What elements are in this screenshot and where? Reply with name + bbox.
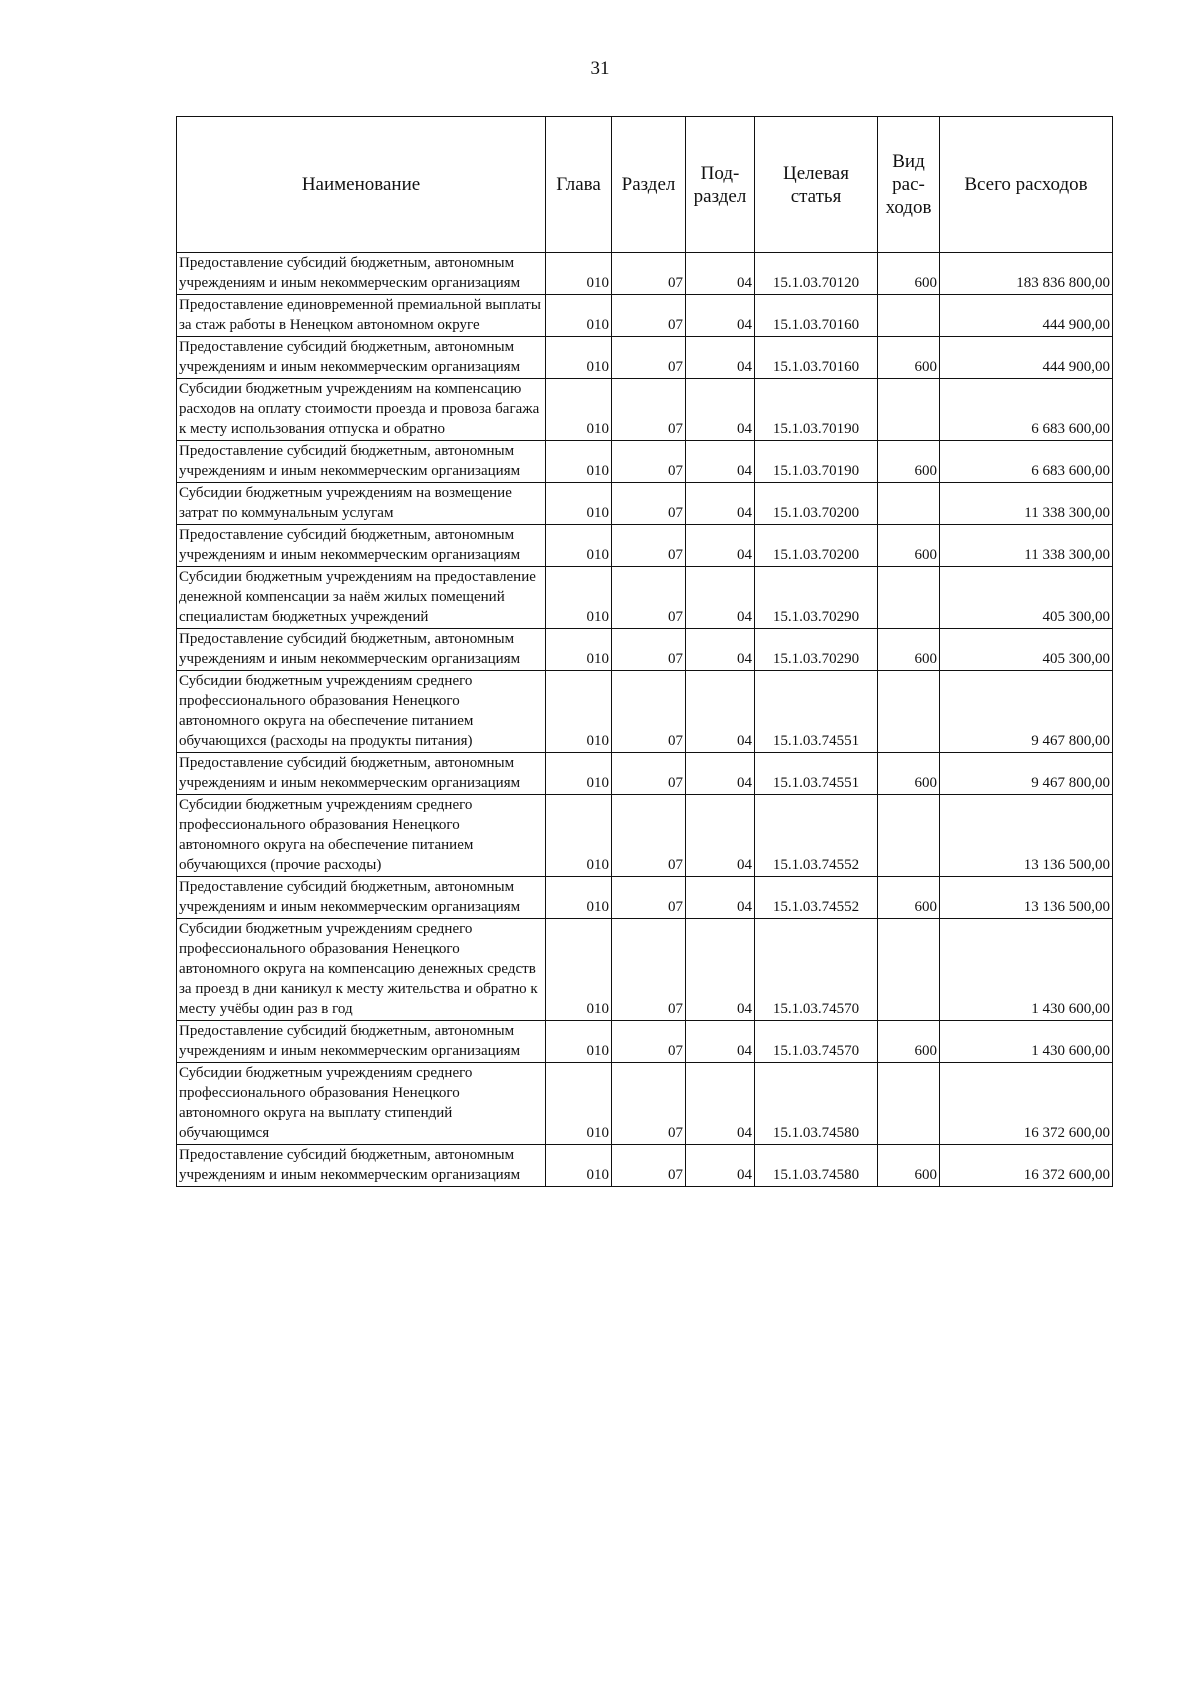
cell-podrazdel: 04 bbox=[686, 795, 755, 877]
cell-name: Субсидии бюджетным учреждениям среднего профессионального образования Ненецкого автономного округа на обеспечение питанием обучающихся (расходы на продукты питания) bbox=[177, 671, 546, 753]
table-row bbox=[177, 483, 1113, 525]
cell-total: 16 372 600,00 bbox=[940, 1145, 1113, 1187]
cell-vid-rashodov bbox=[878, 795, 940, 877]
cell-vid-rashodov bbox=[878, 379, 940, 441]
cell-name: Субсидии бюджетным учреждениям среднего профессионального образования Ненецкого автономного округа на выплату стипендий обучающимся bbox=[177, 1063, 546, 1145]
header-celevaya-statya: Целевая статья bbox=[755, 117, 878, 253]
cell-total: 405 300,00 bbox=[940, 629, 1113, 671]
cell-podrazdel: 04 bbox=[686, 671, 755, 753]
cell-razdel: 07 bbox=[612, 567, 686, 629]
cell-razdel: 07 bbox=[612, 337, 686, 379]
cell-glava: 010 bbox=[546, 483, 612, 525]
cell-vid-rashodov bbox=[878, 1063, 940, 1145]
cell-total: 11 338 300,00 bbox=[940, 525, 1113, 567]
cell-glava: 010 bbox=[546, 671, 612, 753]
cell-total: 6 683 600,00 bbox=[940, 441, 1113, 483]
cell-razdel: 07 bbox=[612, 753, 686, 795]
cell-vid-rashodov: 600 bbox=[878, 525, 940, 567]
cell-celevaya-statya: 15.1.03.74570 bbox=[755, 1021, 878, 1063]
cell-podrazdel: 04 bbox=[686, 629, 755, 671]
cell-razdel: 07 bbox=[612, 671, 686, 753]
budget-table bbox=[176, 116, 1113, 1187]
table-row bbox=[177, 877, 1113, 919]
header-total: Всего расходов bbox=[940, 117, 1113, 253]
cell-total: 16 372 600,00 bbox=[940, 1063, 1113, 1145]
table-row bbox=[177, 379, 1113, 441]
cell-celevaya-statya: 15.1.03.70160 bbox=[755, 337, 878, 379]
cell-celevaya-statya: 15.1.03.70160 bbox=[755, 295, 878, 337]
header-podrazdel: Под- раздел bbox=[686, 117, 755, 253]
cell-vid-rashodov bbox=[878, 919, 940, 1021]
cell-podrazdel: 04 bbox=[686, 253, 755, 295]
cell-glava: 010 bbox=[546, 753, 612, 795]
cell-vid-rashodov: 600 bbox=[878, 337, 940, 379]
table-row bbox=[177, 919, 1113, 1021]
cell-razdel: 07 bbox=[612, 441, 686, 483]
table-row bbox=[177, 1021, 1113, 1063]
cell-razdel: 07 bbox=[612, 877, 686, 919]
cell-name: Предоставление субсидий бюджетным, автономным учреждениям и иным некоммерческим организациям bbox=[177, 877, 546, 919]
cell-glava: 010 bbox=[546, 877, 612, 919]
cell-total: 6 683 600,00 bbox=[940, 379, 1113, 441]
cell-podrazdel: 04 bbox=[686, 567, 755, 629]
cell-razdel: 07 bbox=[612, 483, 686, 525]
cell-total: 9 467 800,00 bbox=[940, 671, 1113, 753]
cell-glava: 010 bbox=[546, 1021, 612, 1063]
cell-name: Предоставление единовременной премиальной выплаты за стаж работы в Ненецком автономном округе bbox=[177, 295, 546, 337]
cell-razdel: 07 bbox=[612, 1063, 686, 1145]
cell-total: 444 900,00 bbox=[940, 295, 1113, 337]
cell-celevaya-statya: 15.1.03.74570 bbox=[755, 919, 878, 1021]
cell-razdel: 07 bbox=[612, 253, 686, 295]
cell-vid-rashodov bbox=[878, 483, 940, 525]
cell-name: Предоставление субсидий бюджетным, автономным учреждениям и иным некоммерческим организациям bbox=[177, 441, 546, 483]
cell-podrazdel: 04 bbox=[686, 753, 755, 795]
cell-name: Предоставление субсидий бюджетным, автономным учреждениям и иным некоммерческим организациям bbox=[177, 753, 546, 795]
cell-total: 1 430 600,00 bbox=[940, 919, 1113, 1021]
cell-razdel: 07 bbox=[612, 525, 686, 567]
cell-name: Субсидии бюджетным учреждениям на возмещение затрат по коммунальным услугам bbox=[177, 483, 546, 525]
cell-celevaya-statya: 15.1.03.70200 bbox=[755, 525, 878, 567]
cell-razdel: 07 bbox=[612, 795, 686, 877]
cell-vid-rashodov: 600 bbox=[878, 1021, 940, 1063]
table-row bbox=[177, 629, 1113, 671]
cell-celevaya-statya: 15.1.03.74552 bbox=[755, 877, 878, 919]
cell-total: 444 900,00 bbox=[940, 337, 1113, 379]
cell-podrazdel: 04 bbox=[686, 877, 755, 919]
cell-name: Предоставление субсидий бюджетным, автономным учреждениям и иным некоммерческим организациям bbox=[177, 525, 546, 567]
cell-vid-rashodov: 600 bbox=[878, 1145, 940, 1187]
cell-name: Предоставление субсидий бюджетным, автономным учреждениям и иным некоммерческим организациям bbox=[177, 253, 546, 295]
cell-celevaya-statya: 15.1.03.70290 bbox=[755, 567, 878, 629]
cell-podrazdel: 04 bbox=[686, 379, 755, 441]
header-razdel: Раздел bbox=[612, 117, 686, 253]
table-row bbox=[177, 1145, 1113, 1187]
cell-glava: 010 bbox=[546, 567, 612, 629]
cell-name: Предоставление субсидий бюджетным, автономным учреждениям и иным некоммерческим организациям bbox=[177, 1145, 546, 1187]
cell-total: 9 467 800,00 bbox=[940, 753, 1113, 795]
cell-vid-rashodov bbox=[878, 671, 940, 753]
cell-total: 11 338 300,00 bbox=[940, 483, 1113, 525]
cell-glava: 010 bbox=[546, 1063, 612, 1145]
cell-name: Субсидии бюджетным учреждениям среднего профессионального образования Ненецкого автономного округа на обеспечение питанием обучающихся (прочие расходы) bbox=[177, 795, 546, 877]
cell-podrazdel: 04 bbox=[686, 1063, 755, 1145]
cell-celevaya-statya: 15.1.03.74552 bbox=[755, 795, 878, 877]
cell-razdel: 07 bbox=[612, 295, 686, 337]
cell-podrazdel: 04 bbox=[686, 295, 755, 337]
table-row bbox=[177, 567, 1113, 629]
cell-podrazdel: 04 bbox=[686, 483, 755, 525]
cell-glava: 010 bbox=[546, 295, 612, 337]
table-row bbox=[177, 753, 1113, 795]
cell-celevaya-statya: 15.1.03.70190 bbox=[755, 379, 878, 441]
cell-glava: 010 bbox=[546, 441, 612, 483]
cell-glava: 010 bbox=[546, 629, 612, 671]
header-name: Наименование bbox=[177, 117, 546, 253]
cell-glava: 010 bbox=[546, 795, 612, 877]
table-header-row bbox=[177, 117, 1113, 253]
cell-name: Предоставление субсидий бюджетным, автономным учреждениям и иным некоммерческим организациям bbox=[177, 337, 546, 379]
table-row bbox=[177, 671, 1113, 753]
cell-podrazdel: 04 bbox=[686, 1021, 755, 1063]
cell-name: Субсидии бюджетным учреждениям среднего профессионального образования Ненецкого автономного округа на компенсацию денежных средств за проезд в дни каникул к месту жительства и обратно к месту учёбы один раз в год bbox=[177, 919, 546, 1021]
cell-vid-rashodov: 600 bbox=[878, 877, 940, 919]
header-vid-rashodov: Вид рас- ходов bbox=[878, 117, 940, 253]
table-body bbox=[177, 253, 1113, 1187]
cell-celevaya-statya: 15.1.03.74580 bbox=[755, 1145, 878, 1187]
cell-podrazdel: 04 bbox=[686, 337, 755, 379]
table-row bbox=[177, 1063, 1113, 1145]
cell-podrazdel: 04 bbox=[686, 1145, 755, 1187]
cell-name: Предоставление субсидий бюджетным, автономным учреждениям и иным некоммерческим организациям bbox=[177, 1021, 546, 1063]
cell-glava: 010 bbox=[546, 379, 612, 441]
cell-razdel: 07 bbox=[612, 1145, 686, 1187]
cell-celevaya-statya: 15.1.03.74580 bbox=[755, 1063, 878, 1145]
cell-total: 405 300,00 bbox=[940, 567, 1113, 629]
table-row bbox=[177, 253, 1113, 295]
cell-glava: 010 bbox=[546, 253, 612, 295]
table-row bbox=[177, 795, 1113, 877]
cell-glava: 010 bbox=[546, 919, 612, 1021]
page-number: 31 bbox=[590, 58, 610, 79]
table-row bbox=[177, 525, 1113, 567]
cell-celevaya-statya: 15.1.03.74551 bbox=[755, 753, 878, 795]
cell-vid-rashodov bbox=[878, 567, 940, 629]
cell-name: Субсидии бюджетным учреждениям на компенсацию расходов на оплату стоимости проезда и провоза багажа к месту использования отпуска и обратно bbox=[177, 379, 546, 441]
cell-celevaya-statya: 15.1.03.70200 bbox=[755, 483, 878, 525]
cell-celevaya-statya: 15.1.03.70290 bbox=[755, 629, 878, 671]
cell-total: 1 430 600,00 bbox=[940, 1021, 1113, 1063]
cell-vid-rashodov: 600 bbox=[878, 441, 940, 483]
cell-vid-rashodov: 600 bbox=[878, 753, 940, 795]
cell-celevaya-statya: 15.1.03.70190 bbox=[755, 441, 878, 483]
cell-podrazdel: 04 bbox=[686, 919, 755, 1021]
cell-total: 13 136 500,00 bbox=[940, 877, 1113, 919]
cell-name: Субсидии бюджетным учреждениям на предоставление денежной компенсации за наём жилых помещений специалистам бюджетных учреждений bbox=[177, 567, 546, 629]
cell-celevaya-statya: 15.1.03.70120 bbox=[755, 253, 878, 295]
cell-vid-rashodov bbox=[878, 295, 940, 337]
cell-glava: 010 bbox=[546, 1145, 612, 1187]
cell-celevaya-statya: 15.1.03.74551 bbox=[755, 671, 878, 753]
cell-razdel: 07 bbox=[612, 379, 686, 441]
cell-podrazdel: 04 bbox=[686, 525, 755, 567]
header-glava: Глава bbox=[546, 117, 612, 253]
cell-razdel: 07 bbox=[612, 919, 686, 1021]
cell-total: 13 136 500,00 bbox=[940, 795, 1113, 877]
cell-razdel: 07 bbox=[612, 629, 686, 671]
table-row bbox=[177, 295, 1113, 337]
cell-total: 183 836 800,00 bbox=[940, 253, 1113, 295]
cell-name: Предоставление субсидий бюджетным, автономным учреждениям и иным некоммерческим организациям bbox=[177, 629, 546, 671]
cell-vid-rashodov: 600 bbox=[878, 253, 940, 295]
table-row bbox=[177, 337, 1113, 379]
cell-glava: 010 bbox=[546, 525, 612, 567]
table-row bbox=[177, 441, 1113, 483]
cell-glava: 010 bbox=[546, 337, 612, 379]
cell-vid-rashodov: 600 bbox=[878, 629, 940, 671]
cell-razdel: 07 bbox=[612, 1021, 686, 1063]
cell-podrazdel: 04 bbox=[686, 441, 755, 483]
